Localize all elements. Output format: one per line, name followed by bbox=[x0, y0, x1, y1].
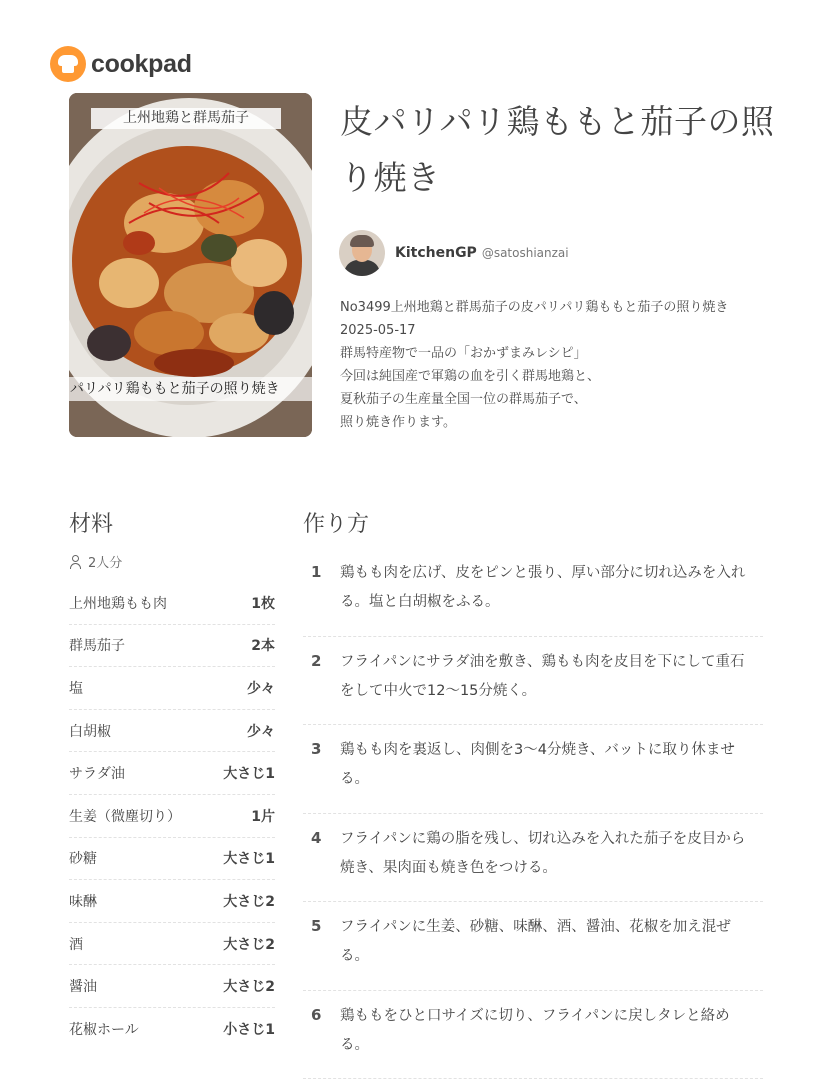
ingredient-qty: 大さじ2 bbox=[223, 893, 275, 910]
ingredient-qty: 少々 bbox=[247, 680, 275, 697]
ingredient-row bbox=[69, 965, 275, 1008]
step-text: 鶏もも肉を裏返し、肉側を3〜4分焼き、バットに取り休ませる。 bbox=[340, 742, 735, 787]
ingredient-qty: 大さじ2 bbox=[223, 979, 275, 996]
ingredient-name: 塩 bbox=[69, 680, 83, 697]
recipe-description bbox=[340, 296, 760, 434]
ingredient-name: 醤油 bbox=[69, 979, 97, 996]
ingredient-name: 群馬茄子 bbox=[69, 638, 125, 655]
ingredient-row bbox=[69, 667, 275, 710]
step-list bbox=[303, 548, 763, 1079]
ingredient-row bbox=[69, 582, 275, 625]
ingredient-qty: 小さじ1 bbox=[223, 1022, 275, 1039]
ingredient-row bbox=[69, 880, 275, 923]
step-number: 5 bbox=[311, 917, 322, 935]
description-line: 照り焼き作ります。 bbox=[340, 415, 456, 430]
author-name[interactable]: KitchenGP bbox=[395, 245, 477, 261]
step-text: 鶏もも肉を広げ、皮をピンと張り、厚い部分に切れ込みを入れる。塩と白胡椒をふる。 bbox=[340, 565, 746, 610]
ingredient-qty: 大さじ2 bbox=[223, 936, 275, 953]
logo-text: cookpad bbox=[91, 49, 192, 78]
ingredient-qty: 少々 bbox=[247, 723, 275, 740]
ingredient-name: 上州地鶏もも肉 bbox=[69, 595, 167, 612]
step-text: フライパンに鶏の脂を残し、切れ込みを入れた茄子を皮目から焼き、果肉面も焼き色をつける。 bbox=[340, 830, 746, 876]
ingredient-row bbox=[69, 795, 275, 838]
step-number: 6 bbox=[311, 1005, 322, 1024]
ingredient-name: サラダ油 bbox=[69, 766, 125, 783]
person-icon bbox=[69, 555, 82, 569]
ingredient-qty: 大さじ1 bbox=[223, 851, 275, 868]
ingredient-row bbox=[69, 710, 275, 753]
ingredients-heading: 材料 bbox=[69, 512, 114, 537]
avatar[interactable] bbox=[339, 230, 385, 276]
step-text: フライパンに生姜、砂糖、味醂、酒、醤油、花椒を加え混ぜる。 bbox=[340, 919, 731, 964]
ingredient-qty: 1枚 bbox=[251, 595, 275, 612]
ingredient-list bbox=[69, 582, 275, 1051]
ingredient-name: 砂糖 bbox=[69, 851, 97, 868]
step-item bbox=[303, 637, 763, 726]
chef-hat-icon bbox=[50, 46, 86, 82]
servings-text: 2人分 bbox=[88, 556, 123, 571]
step-item bbox=[303, 548, 763, 637]
recipe-title: 皮パリパリ鶏ももと茄子の照り焼き bbox=[340, 102, 775, 197]
description-line: No3499上州地鶏と群馬茄子の皮パリパリ鶏ももと茄子の照り焼き bbox=[340, 300, 729, 315]
ingredient-qty: 1片 bbox=[251, 808, 275, 825]
ingredient-row bbox=[69, 752, 275, 795]
ingredient-row bbox=[69, 1008, 275, 1051]
description-line: 2025-05-17 bbox=[340, 323, 416, 338]
cookpad-logo[interactable] bbox=[50, 46, 192, 82]
photo-caption-bottom: パリパリ鶏ももと茄子の照り焼き bbox=[69, 377, 312, 401]
recipe-photo bbox=[69, 93, 312, 437]
servings bbox=[69, 552, 122, 571]
photo-caption-top: 上州地鶏と群馬茄子 bbox=[91, 108, 281, 129]
description-line: 今回は純国産で軍鶏の血を引く群馬地鶏と、 bbox=[340, 369, 601, 384]
description-line: 群馬特産物で一品の「おかずまみレシピ」 bbox=[340, 346, 587, 361]
author-link[interactable] bbox=[339, 230, 569, 276]
ingredient-name: 味醂 bbox=[69, 893, 97, 910]
step-number: 4 bbox=[311, 828, 322, 847]
ingredient-row bbox=[69, 625, 275, 668]
step-number: 1 bbox=[311, 563, 322, 581]
ingredient-name: 酒 bbox=[69, 936, 83, 953]
ingredient-name: 花椒ホール bbox=[69, 1022, 139, 1039]
step-number: 2 bbox=[311, 651, 322, 670]
step-item bbox=[303, 991, 763, 1080]
step-text: 鶏ももをひと口サイズに切り、フライパンに戻しタレと絡める。 bbox=[340, 1007, 730, 1053]
steps-heading: 作り方 bbox=[303, 512, 370, 537]
ingredient-row bbox=[69, 923, 275, 966]
step-item bbox=[303, 814, 763, 903]
step-item bbox=[303, 902, 763, 991]
step-number: 3 bbox=[311, 740, 322, 758]
ingredient-name: 白胡椒 bbox=[69, 723, 111, 740]
description-line: 夏秋茄子の生産量全国一位の群馬茄子で、 bbox=[340, 392, 587, 407]
ingredient-row bbox=[69, 838, 275, 881]
ingredient-qty: 大さじ1 bbox=[223, 766, 275, 783]
author-handle: @satoshianzai bbox=[481, 246, 569, 260]
step-text: フライパンにサラダ油を敷き、鶏もも肉を皮目を下にして重石をして中火で12〜15分焼く。 bbox=[340, 653, 745, 699]
step-item bbox=[303, 725, 763, 814]
ingredient-qty: 2本 bbox=[251, 638, 275, 655]
ingredient-name: 生姜（微塵切り） bbox=[69, 808, 181, 825]
